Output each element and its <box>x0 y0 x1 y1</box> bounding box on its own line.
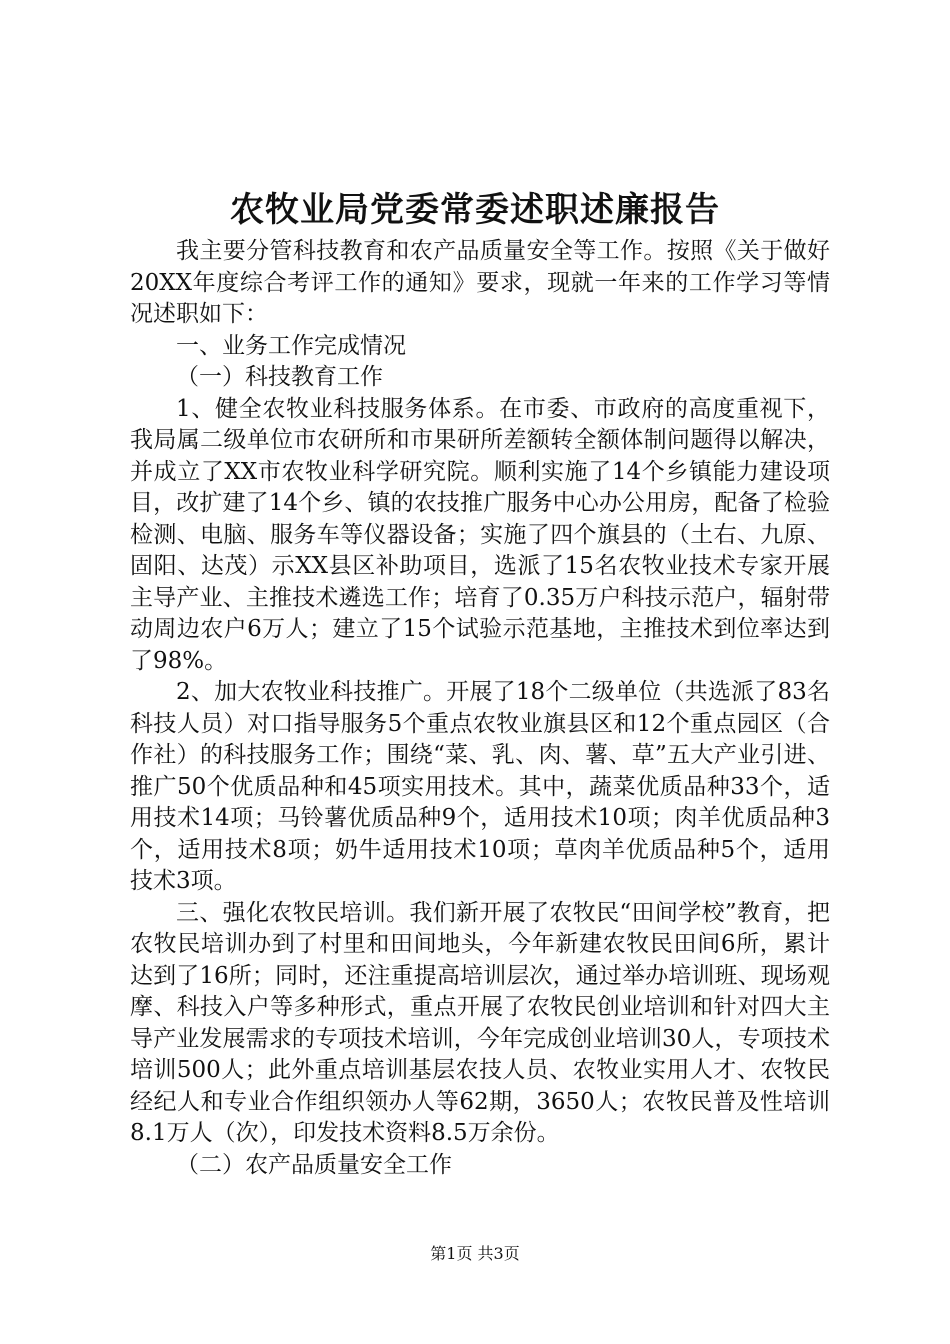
document-body <box>130 236 830 1181</box>
paragraph-item-2: 2、加大农牧业科技推广。开展了18个二级单位（共选派了83名科技人员）对口指导服务5个重点农牧业旗县区和12个重点园区（合作社）的科技服务工作；围绕“菜、乳、肉、薯、草”五大产业引进、推广50个优质品种和45项实用技术。其中，蔬菜优质品种33个，适用技术14项；马铃薯优质品种9个，适用技术10项；肉羊优质品种3个，适用技术8项；奶牛适用技术10项；草肉羊优质品种5个，适用技术3项。 <box>130 679 830 894</box>
paragraph-item-1: 1、健全农牧业科技服务体系。在市委、市政府的高度重视下，我局属二级单位市农研所和市果研所差额转全额体制问题得以解决，并成立了XX市农牧业科学研究院。顺利实施了14个乡镇能力建设项目，改扩建了14个乡、镇的农技推广服务中心办公用房，配备了检验检测、电脑、服务车等仪器设备；实施了四个旗县的（土右、九原、固阳、达茂）示XX县区补助项目，选派了15名农牧业技术专家开展主导产业、主推技术遴选工作；培育了0.35万户科技示范户，辐射带动周边农户6万人；建立了15个试验示范基地，主推技术到位率达到了98%。 <box>130 395 830 674</box>
paragraph-item-3: 三、强化农牧民培训。我们新开展了农牧民“田间学校”教育，把农牧民培训办到了村里和田间地头，今年新建农牧民田间6所，累计达到了16所；同时，还注重提高培训层次，通过举办培训班、现场观摩、科技入户等多种形式，重点开展了农牧民创业培训和针对四大主导产业发展需求的专项技术培训，今年完成创业培训30人，专项技术培训500人；此外重点培训基层农技人员、农牧业实用人才、农牧民经纪人和专业合作组织领办人等62期，3650人；农牧民普及性培训8.1万人（次），印发技术资料8.5万余份。 <box>130 899 830 1146</box>
intro-paragraph: 我主要分管科技教育和农产品质量安全等工作。按照《关于做好20XX年度综合考评工作的通知》要求，现就一年来的工作学习等情况述职如下： <box>130 238 830 327</box>
subsection-heading-tech-education: （一）科技教育工作 <box>176 364 383 390</box>
page-indicator: 第1页 共3页 <box>430 1244 520 1263</box>
section-heading: 一、业务工作完成情况 <box>176 332 406 359</box>
document-title: 农牧业局党委常委述职述廉报告 <box>230 190 720 230</box>
subsection-heading-quality-safety: （二）农产品质量安全工作 <box>176 1151 452 1178</box>
